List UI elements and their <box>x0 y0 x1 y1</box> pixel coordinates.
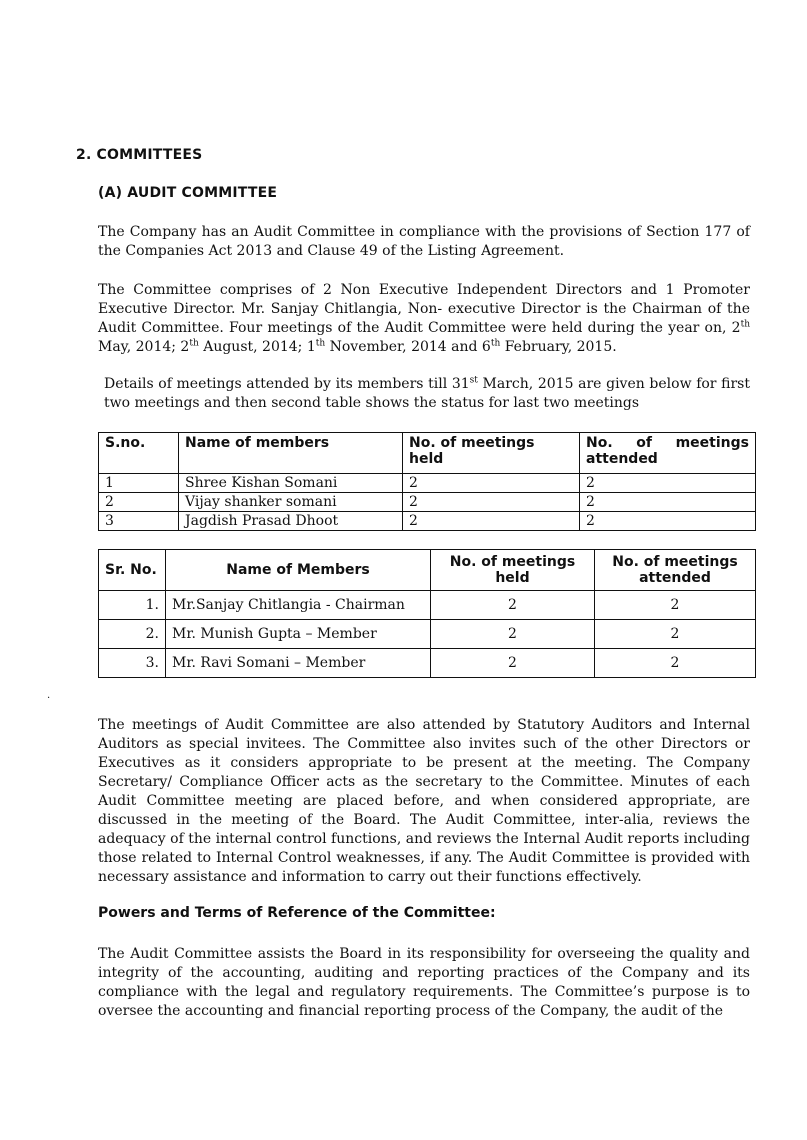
cell-name: Vijay shanker somani <box>179 493 403 512</box>
cell-held: 2 <box>403 474 580 493</box>
cell-sr-no: 3. <box>99 649 166 678</box>
table-row <box>99 474 756 493</box>
table-row <box>99 512 756 531</box>
paragraph-meeting-details: Details of meetings attended by its members till 31st March, 2015 are given below for first two meetings and then second table shows the status for last two meetings <box>104 375 750 411</box>
cell-attended: 2 <box>595 649 756 678</box>
header-held: No. of meetings held <box>431 550 595 591</box>
cell-sno: 1 <box>99 474 179 493</box>
powers-heading: Powers and Terms of Reference of the Committee: <box>98 905 496 921</box>
cell-sr-no: 1. <box>99 591 166 620</box>
table-first-meetings <box>98 432 756 531</box>
cell-name: Mr. Munish Gupta – Member <box>166 620 431 649</box>
cell-name: Mr. Ravi Somani – Member <box>166 649 431 678</box>
stray-mark: . <box>47 690 51 701</box>
cell-attended: 2 <box>595 591 756 620</box>
header-sr-no: Sr. No. <box>99 550 166 591</box>
cell-name: Mr.Sanjay Chitlangia - Chairman <box>166 591 431 620</box>
section-heading: 2. COMMITTEES <box>76 147 203 163</box>
table-row <box>99 493 756 512</box>
cell-held: 2 <box>403 493 580 512</box>
paragraph-composition: The Committee comprises of 2 Non Executive Independent Directors and 1 Promoter Executive Director. Mr. Sanjay Chitlangia, Non- executive Director is the Chairman of the Audit Committee. Four meetings of the Audit Committee were held during the year on, 2th May, 2014; 2th August, 2014; 1th November, 2014 and 6th February, 2015. <box>98 282 750 355</box>
table-row <box>99 649 756 678</box>
cell-name: Jagdish Prasad Dhoot <box>179 512 403 531</box>
cell-attended: 2 <box>580 474 756 493</box>
cell-name: Shree Kishan Somani <box>179 474 403 493</box>
paragraph-invitees: The meetings of Audit Committee are also attended by Statutory Auditors and Internal Auditors as special invitees. The Committee also invites such of the other Directors or Executives as it considers appropriate to be present at the meeting. The Company Secretary/ Compliance Officer acts as the secretary to the Committee. Minutes of each Audit Committee meeting are placed before, and when considered appropriate, are discussed in the meeting of the Board. The Audit Committee, inter-alia, reviews the adequacy of the internal control functions, and reviews the Internal Audit reports including those related to Internal Control weaknesses, if any. The Audit Committee is provided with necessary assistance and information to carry out their functions effectively. <box>98 717 750 885</box>
table-row <box>99 620 756 649</box>
cell-held: 2 <box>431 649 595 678</box>
header-sno: S.no. <box>99 433 179 474</box>
paragraph-compliance: The Company has an Audit Committee in compliance with the provisions of Section 177 of the Companies Act 2013 and Clause 49 of the Listing Agreement. <box>98 224 750 259</box>
table-row <box>99 591 756 620</box>
header-attended: No. of meetings attended <box>595 550 756 591</box>
cell-attended: 2 <box>580 512 756 531</box>
subsection-heading: (A) AUDIT COMMITTEE <box>98 185 278 201</box>
table-header-row <box>99 550 756 591</box>
cell-attended: 2 <box>580 493 756 512</box>
cell-sno: 3 <box>99 512 179 531</box>
cell-sno: 2 <box>99 493 179 512</box>
cell-held: 2 <box>403 512 580 531</box>
header-name: Name of members <box>179 433 403 474</box>
paragraph-powers: The Audit Committee assists the Board in its responsibility for overseeing the quality and integrity of the accounting, auditing and reporting practices of the Company and its compliance with the legal and regulatory requirements. The Committee’s purpose is to oversee the accounting and financial reporting process of the Company, the audit of the <box>98 946 750 1019</box>
cell-held: 2 <box>431 620 595 649</box>
table-last-meetings <box>98 549 756 678</box>
header-held: No. of meetings held <box>403 433 580 474</box>
header-name: Name of Members <box>166 550 431 591</box>
header-attended: No. of meetings attended <box>580 433 756 474</box>
cell-sr-no: 2. <box>99 620 166 649</box>
cell-attended: 2 <box>595 620 756 649</box>
cell-held: 2 <box>431 591 595 620</box>
table-header-row <box>99 433 756 474</box>
